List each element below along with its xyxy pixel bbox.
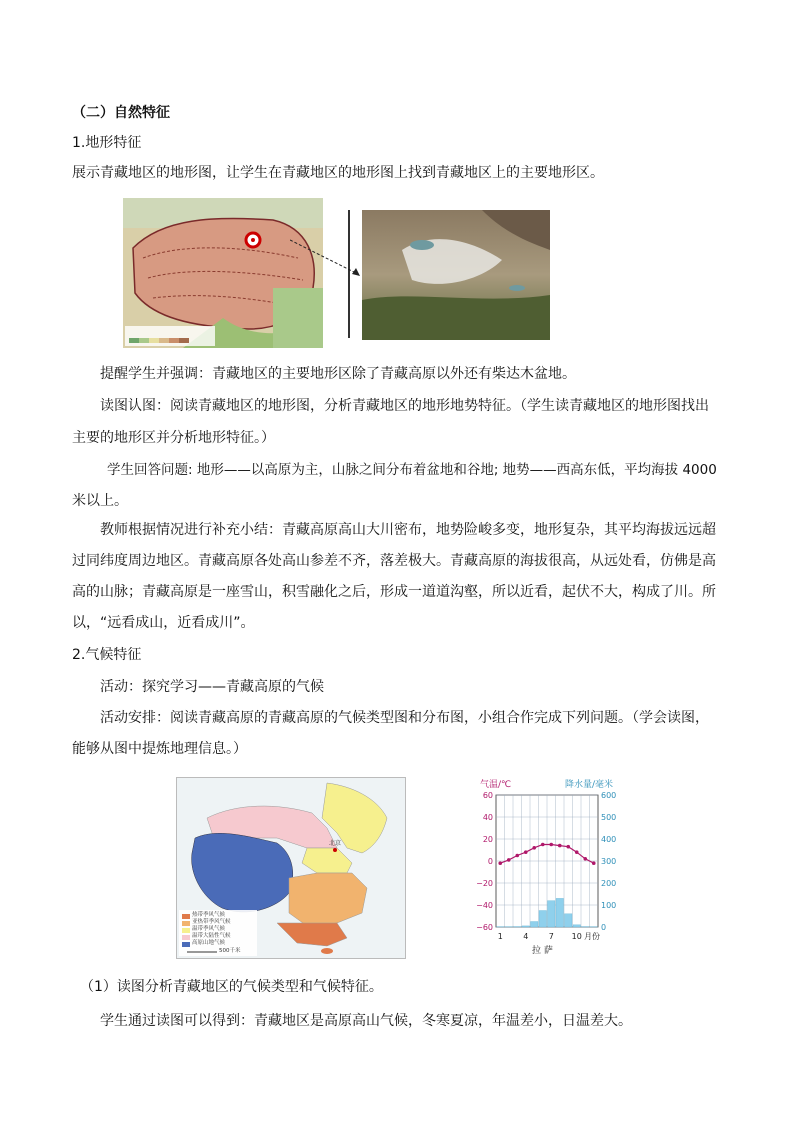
paragraph-summary-line1: 教师根据情况进行补充小结：青藏高原高山大川密布，地势险峻多变，地形复杂，其平均海拔远远超 [100,522,716,538]
temperature-point [575,850,579,854]
precip-tick-label: 500 [601,813,617,822]
month-tick-label: 1 [497,932,503,941]
precip-tick-label: 100 [601,901,617,910]
legend-item: 温带大陆性气候 [192,933,231,939]
paragraph-remind: 提醒学生并强调：青藏地区的主要地形区除了青藏高原以外还有柴达木盆地。 [100,366,576,382]
paragraph-read-line1: 读图认图：阅读青藏地区的地形图，分析青藏地区的地形地势特征。（学生读青藏地区的地形图找出 [100,398,709,414]
chart-grid [496,795,598,927]
paragraph-summary-line3: 高的山脉；青藏高原是一座雪山，积雪融化之后，形成一道道沟壑，所以近看，起伏不大，构成了川。所 [72,584,716,600]
month-tick-label: 4 [523,932,529,941]
precip-tick-label: 400 [601,835,617,844]
paragraph-activity: 活动：探究学习——青藏高原的气候 [100,679,324,695]
map-label-beijing: 北京 [329,840,342,847]
precip-axis-label: 降水量/毫米 [565,780,614,790]
temperature-point [524,850,528,854]
temperature-point [583,857,587,861]
paragraph-answer-line2: 米以上。 [72,493,128,509]
temperature-point [515,854,519,858]
precip-bar [573,925,581,927]
precip-bar [548,901,556,927]
climate-legend [192,912,231,947]
temp-axis-label: 气温/℃ [480,780,512,790]
temp-tick-label: −20 [476,879,493,888]
paragraph-arrange-line1: 活动安排：阅读青藏高原的青藏高原的气候类型图和分布图，小组合作完成下列问题。（学会读图， [100,710,709,726]
question-1: （1）读图分析青藏地区的气候类型和气候特征。 [80,979,383,995]
precip-bar [556,898,564,927]
climate-chart [470,775,620,965]
precip-tick-label: 600 [601,791,617,800]
section-title: （二）自然特征 [72,105,170,121]
month-tick-label: 7 [548,932,554,941]
temperature-point [566,845,570,849]
temperature-point [498,861,502,865]
subheading-terrain: 1.地形特征 [72,135,142,151]
pointer-arrow [290,238,365,278]
paragraph-summary-line4: 以，“远看成山，近看成川”。 [72,615,255,631]
paragraph-answer-line1: 学生回答问题: 地形——以高原为主，山脉之间分布着盆地和谷地; 地势——西高东低，平均海拔 4000 [107,462,717,478]
climate-map [176,777,406,959]
plateau-photo [362,210,550,340]
paragraph-intro: 展示青藏地区的地形图，让学生在青藏地区的地形图上找到青藏地区上的主要地形区。 [72,165,604,181]
temp-tick-label: −60 [476,923,493,932]
temp-tick-label: 20 [482,835,493,844]
month-tick-label: 10 [571,932,582,941]
precip-bar [565,914,573,927]
map-scale: 500千米 [219,948,241,954]
legend-item: 高原山地气候 [192,940,226,946]
precip-bar [539,911,547,928]
temperature-point [541,843,545,847]
precip-bar [522,926,530,927]
station-label: 拉 萨 [532,946,553,956]
temperature-point [532,846,536,850]
legend-item: 热带季风气候 [192,912,226,918]
temp-tick-label: −40 [476,901,493,910]
temp-tick-label: 60 [482,791,493,800]
precip-bar [531,922,539,928]
paragraph-summary-line2: 过同纬度周边地区。青藏高原各处高山参差不齐，落差极大。青藏高原的海拔很高，从远处看，仿佛是高 [72,553,716,569]
precip-tick-label: 200 [601,879,617,888]
paragraph-read-line2: 主要的地形区并分析地形特征。） [72,430,275,446]
temperature-point [549,843,553,847]
answer-1: 学生通过读图可以得到：青藏地区是高原高山气候，冬寒夏凉，年温差小，日温差大。 [100,1013,632,1029]
plateau-photo-graphic [362,210,550,340]
legend-item: 亚热带季风气候 [192,919,231,925]
paragraph-arrange-line2: 能够从图中提炼地理信息。） [72,741,247,757]
subheading-climate: 2.气候特征 [72,647,142,663]
temperature-point [592,861,596,865]
x-unit-label: 月份 [584,932,600,941]
precip-tick-label: 300 [601,857,617,866]
temperature-point [558,844,562,848]
temperature-point [507,858,511,862]
precip-tick-label: 0 [601,923,607,932]
temp-tick-label: 40 [482,813,493,822]
legend-item: 温带季风气候 [192,926,226,932]
temp-tick-label: 0 [487,857,493,866]
